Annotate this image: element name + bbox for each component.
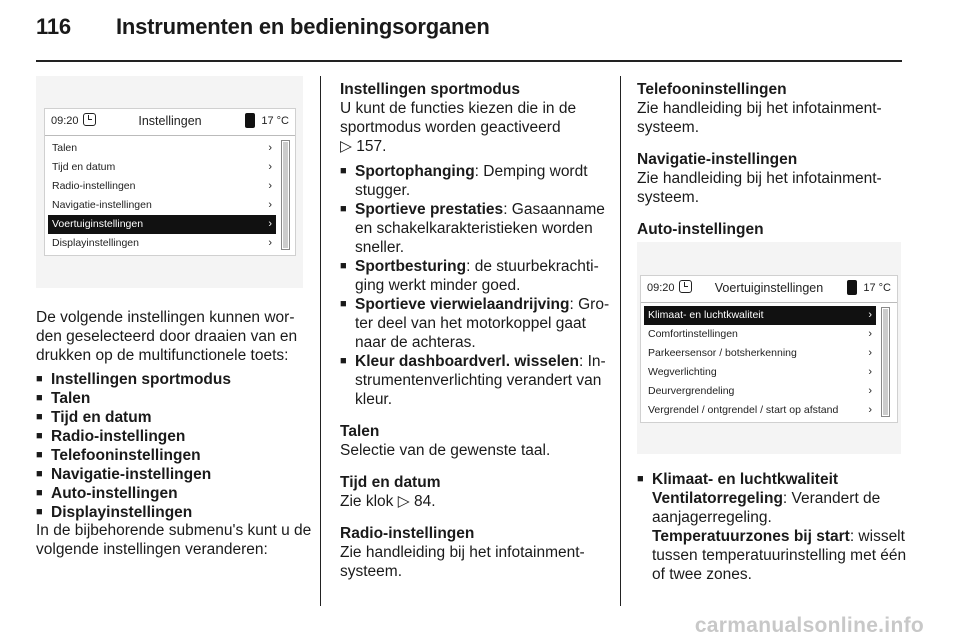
menu-item-label: Displayinstellingen — [52, 237, 139, 249]
chevron-right-icon: › — [868, 347, 872, 359]
menu-item-label: Parkeersensor / botsherkenning — [648, 347, 797, 359]
column-1 — [36, 308, 312, 559]
heading-telefoon: Telefooninstellingen — [637, 81, 787, 98]
sport-option — [340, 257, 610, 295]
screenshot-instellingen — [36, 76, 303, 288]
menu-item-label: Vergrendel / ontgrendel / start op afstand — [648, 404, 839, 416]
menu-item-label: Voertuiginstellingen — [52, 218, 144, 230]
intro-text: De volgende instellingen kunnen wor-den geselecteerd door draaien van en drukken op de multifunctionele toets: — [36, 309, 298, 364]
sportmodus-description: U kunt de functies kiezen die in de sportmodus worden geactiveerd — [340, 100, 577, 136]
menu-item-label: Wegverlichting — [648, 366, 717, 378]
term: Temperatuurzones bij start — [652, 528, 850, 545]
bullet-item: ■ Talen — [36, 389, 312, 408]
scrollbar-thumb[interactable] — [883, 309, 888, 415]
chevron-right-icon: › — [268, 218, 272, 230]
bullet-item: ■ Radio-instellingen — [36, 427, 312, 446]
menu-item[interactable] — [644, 325, 876, 344]
sport-option — [340, 200, 610, 257]
description: : Verandert de aanjagerregeling. — [652, 490, 881, 526]
heading-sportmodus: Instellingen sportmodus — [340, 81, 520, 98]
heading-auto: Auto-instellingen — [637, 221, 764, 238]
page-reference: 84. — [413, 493, 436, 510]
page-reference: 157. — [356, 138, 387, 155]
bullet-item: ■ Tijd en datum — [36, 408, 312, 427]
scrollbar-thumb[interactable] — [283, 142, 288, 248]
menu-item-label: Deurvergrendeling — [648, 385, 735, 397]
description: : Gro-ter deel van het motorkoppel gaat naar de achteras. — [355, 296, 610, 351]
scrollbar[interactable] — [881, 307, 890, 417]
tijd-text — [340, 492, 610, 511]
section-talen — [340, 422, 610, 460]
chevron-right-icon: › — [868, 385, 872, 397]
status-temperature: 17 °C — [261, 115, 289, 127]
heading-tijd: Tijd en datum — [340, 474, 441, 491]
bullet-item: ■ Instellingen sportmodus — [36, 370, 312, 389]
status-time: 09:20 — [647, 282, 675, 294]
screenshot-voertuiginstellingen — [637, 242, 901, 454]
heading-radio: Radio-instellingen — [340, 525, 475, 542]
column-divider — [620, 76, 621, 606]
description: : wisselt tussen temperatuurinstelling met één of twee zones. — [652, 528, 907, 583]
chevron-right-icon: › — [268, 180, 272, 192]
settings-list — [36, 370, 312, 522]
menu-item-label: Talen — [52, 142, 78, 154]
menu-item[interactable] — [48, 139, 276, 158]
bullet-item: ■ Displayinstellingen — [36, 503, 312, 522]
scrollbar[interactable] — [281, 140, 290, 250]
menu-item[interactable] — [48, 177, 276, 196]
menu-item[interactable] — [644, 401, 876, 420]
column-3-continued — [637, 470, 909, 584]
description: : Gasaanname en schakelkarakteristieken worden sneller. — [355, 201, 605, 256]
phone-icon — [847, 280, 857, 295]
sub-ventilator — [637, 489, 909, 527]
term: Sportieve prestaties — [355, 201, 504, 218]
chevron-right-icon: › — [268, 161, 272, 173]
heading-talen: Talen — [340, 423, 380, 440]
menu-item-label: Radio-instellingen — [52, 180, 136, 192]
column-divider — [320, 76, 321, 606]
menu-item[interactable] — [48, 196, 276, 215]
status-bar — [641, 276, 897, 303]
phone-icon — [245, 113, 255, 128]
sport-option — [340, 162, 610, 200]
reference-arrow-icon: ▷ — [340, 138, 352, 155]
term: Sportophanging — [355, 163, 475, 180]
page-number: 116 — [36, 14, 71, 39]
menu-item[interactable] — [644, 344, 876, 363]
reference-arrow-icon: ▷ — [397, 493, 410, 510]
sport-option — [340, 352, 610, 409]
radio-text: Zie handleiding bij het infotainment-systeem. — [340, 544, 585, 580]
bullet-item: ■ Telefooninstellingen — [36, 446, 312, 465]
menu-item-label: Navigatie-instellingen — [52, 199, 152, 211]
settings-menu — [48, 139, 276, 253]
page-header — [36, 14, 490, 40]
description: : In-strumentenverlichting verandert van kleur. — [355, 353, 606, 408]
screen-title: Voertuiginstellingen — [714, 281, 824, 295]
section-tijd — [340, 473, 610, 511]
bullet-item: ■ Navigatie-instellingen — [36, 465, 312, 484]
menu-item[interactable] — [644, 306, 876, 325]
chevron-right-icon: › — [268, 237, 272, 249]
talen-text: Selectie van de gewenste taal. — [340, 442, 551, 459]
sub-temperatuur — [637, 527, 909, 584]
chevron-right-icon: › — [868, 328, 872, 340]
menu-item-label: Tijd en datum — [52, 161, 116, 173]
infotainment-screen — [44, 108, 296, 256]
description: : Demping wordt stugger. — [355, 163, 588, 199]
chevron-right-icon: › — [868, 366, 872, 378]
status-bar — [45, 109, 295, 136]
navigatie-text: Zie handleiding bij het infotainment-systeem. — [637, 170, 882, 206]
telefoon-text: Zie handleiding bij het infotainment-systeem. — [637, 100, 882, 136]
term: Kleur dashboardverl. wisselen — [355, 353, 579, 370]
description: : de stuurbekrachti-ging werkt minder goed. — [355, 258, 599, 294]
menu-item[interactable] — [644, 382, 876, 401]
status-temperature: 17 °C — [863, 282, 891, 294]
column-3 — [637, 80, 909, 239]
section-navigatie — [637, 150, 909, 207]
term: Sportieve vierwielaandrijving — [355, 296, 570, 313]
page-title: Instrumenten en bedieningsorganen — [116, 14, 490, 39]
vehicle-settings-menu — [644, 306, 876, 420]
bullet-item: ■ Auto-instellingen — [36, 484, 312, 503]
menu-item-label: Klimaat- en luchtkwaliteit — [648, 309, 764, 321]
sportmodus-text — [340, 99, 610, 156]
tijd-description: Zie klok — [340, 493, 394, 510]
infotainment-screen — [640, 275, 898, 423]
sport-option — [340, 295, 610, 352]
outro-text: In de bijbehorende submenu's kunt u de volgende instellingen veranderen: — [36, 522, 312, 558]
chevron-right-icon: › — [268, 199, 272, 211]
bullet-klimaat: ■ Klimaat- en luchtkwaliteit — [637, 470, 909, 489]
header-rule — [36, 60, 902, 62]
menu-item[interactable] — [644, 363, 876, 382]
chevron-right-icon: › — [268, 142, 272, 154]
chevron-right-icon: › — [868, 404, 872, 416]
term: Ventilatorregeling — [652, 490, 783, 507]
menu-item[interactable] — [48, 158, 276, 177]
menu-item[interactable] — [48, 215, 276, 234]
screen-title: Instellingen — [138, 114, 202, 128]
heading-navigatie: Navigatie-instellingen — [637, 151, 798, 168]
chevron-right-icon: › — [868, 309, 872, 321]
section-telefoon — [637, 80, 909, 137]
term: Sportbesturing — [355, 258, 467, 275]
sport-options-list — [340, 162, 610, 409]
status-time: 09:20 — [51, 115, 79, 127]
menu-item[interactable] — [48, 234, 276, 253]
menu-item-label: Comfortinstellingen — [648, 328, 738, 340]
column-2 — [340, 80, 610, 581]
section-radio — [340, 524, 610, 581]
watermark: carmanualsonline.info — [694, 614, 924, 637]
